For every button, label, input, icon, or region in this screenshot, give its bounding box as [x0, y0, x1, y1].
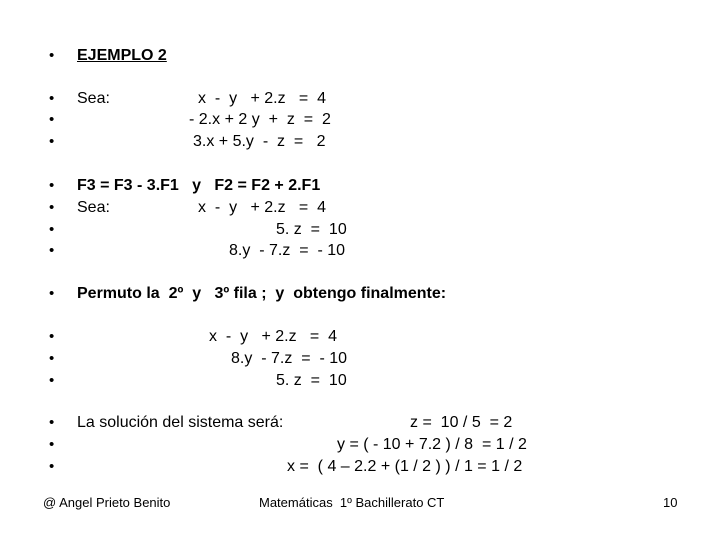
bullet: • [49, 90, 55, 107]
equation-3: 3.x + 5.y - z = 2 [193, 133, 326, 150]
solution-label: La solución del sistema será: [77, 414, 284, 431]
equation-3: 5. z = 10 [276, 372, 347, 389]
bullet: • [49, 177, 55, 194]
bullet: • [49, 133, 55, 150]
bullet: • [49, 47, 55, 64]
footer-course: Matemáticas 1º Bachillerato CT [259, 495, 445, 510]
equation-2: 8.y - 7.z = - 10 [231, 350, 348, 367]
bullet: • [49, 372, 55, 389]
bullet: • [49, 458, 55, 475]
bullet: • [49, 436, 55, 453]
solution-x: x = ( 4 – 2.2 + (1 / 2 ) ) / 1 = 1 / 2 [287, 458, 523, 475]
bullet: • [49, 199, 55, 216]
bullet: • [49, 285, 55, 302]
bullet: • [49, 221, 55, 238]
page-number: 10 [663, 495, 678, 510]
equation-1: x - y + 2.z = 4 [209, 328, 338, 345]
equation-1: x - y + 2.z = 4 [198, 199, 327, 216]
sea-label: Sea: [77, 90, 110, 107]
solution-z: z = 10 / 5 = 2 [410, 414, 513, 431]
solution-y: y = ( - 10 + 7.2 ) / 8 = 1 / 2 [337, 436, 527, 453]
equation-2: - 2.x + 2 y + z = 2 [189, 111, 331, 128]
bullet: • [49, 328, 55, 345]
bullet: • [49, 414, 55, 431]
row-operations: F3 = F3 - 3.F1 y F2 = F2 + 2.F1 [77, 177, 321, 194]
slide-title: EJEMPLO 2 [77, 47, 167, 64]
bullet: • [49, 111, 55, 128]
permute-statement: Permuto la 2º y 3º fila ; y obtengo finalmente: [77, 285, 447, 302]
sea-label: Sea: [77, 199, 110, 216]
footer-author: @ Angel Prieto Benito [43, 495, 171, 510]
bullet: • [49, 350, 55, 367]
bullet: • [49, 242, 55, 259]
equation-2: 5. z = 10 [276, 221, 347, 238]
equation-3: 8.y - 7.z = - 10 [229, 242, 346, 259]
equation-1: x - y + 2.z = 4 [198, 90, 327, 107]
